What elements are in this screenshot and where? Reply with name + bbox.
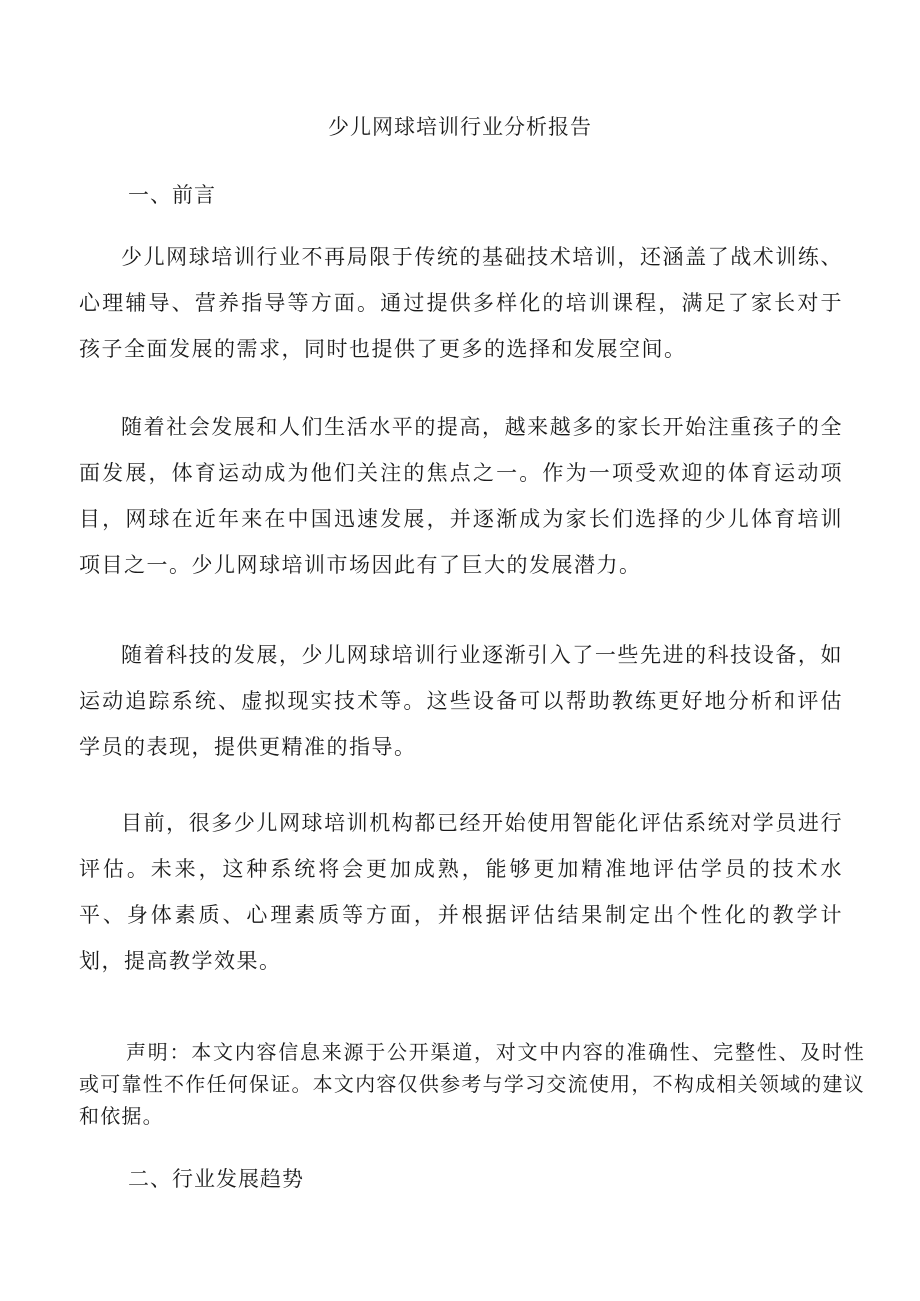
document-title: 少儿网球培训行业分析报告	[328, 115, 592, 139]
paragraph-3: 随着科技的发展，少儿网球培训行业逐渐引入了一些先进的科技设备，如运动追踪系统、虚拟现实技术等。这些设备可以帮助教练更好地分析和评估学员的表现，提供更精准的指导。	[79, 643, 843, 759]
disclaimer-notice: 声明：本文内容信息来源于公开渠道，对文中内容的准确性、完整性、及时性或可靠性不作任何保证。本文内容仅供参考与学习交流使用，不构成相关领域的建议和依据。	[79, 1040, 865, 1128]
paragraph-2: 随着社会发展和人们生活水平的提高，越来越多的家长开始注重孩子的全面发展，体育运动成为他们关注的焦点之一。作为一项受欢迎的体育运动项目，网球在近年来在中国迅速发展，并逐渐成为家长们选择的少儿体育培训项目之一。少儿网球培训市场因此有了巨大的发展潜力。	[79, 415, 843, 577]
paragraph-4: 目前，很多少儿网球培训机构都已经开始使用智能化评估系统对学员进行评估。未来，这种系统将会更加成熟，能够更加精准地评估学员的技术水平、身体素质、心理素质等方面，并根据评估结果制定出个性化的教学计划，提高教学效果。	[79, 811, 843, 973]
paragraph-1: 少儿网球培训行业不再局限于传统的基础技术培训，还涵盖了战术训练、心理辅导、营养指导等方面。通过提供多样化的培训课程，满足了家长对于孩子全面发展的需求，同时也提供了更多的选择和发展空间。	[79, 245, 843, 361]
section-heading-preface: 一、前言	[128, 183, 216, 207]
section-heading-trends: 二、行业发展趋势	[128, 1167, 304, 1191]
